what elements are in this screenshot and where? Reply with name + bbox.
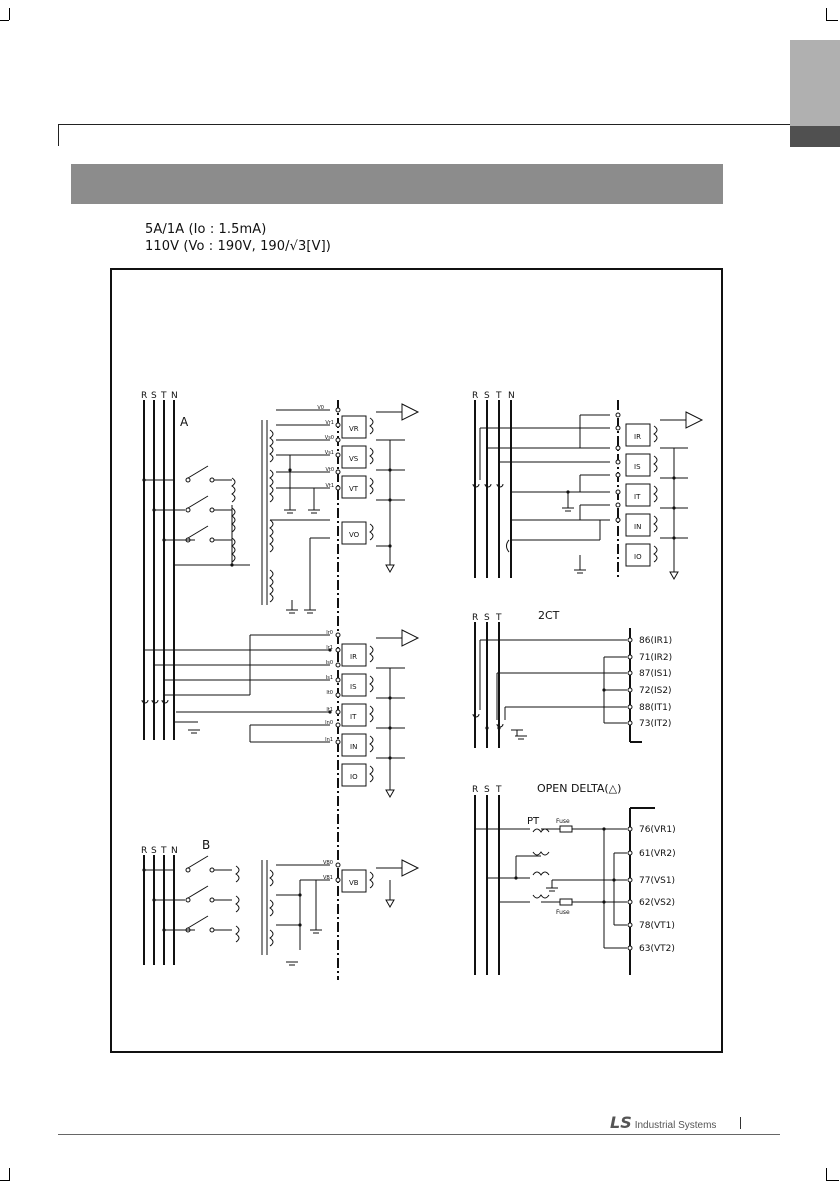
bus-label-s-c: S (484, 391, 490, 401)
vt-terminal-label: Vt1 (325, 483, 334, 489)
bus-label-r-a: R (141, 391, 148, 401)
two-ct-terminal-label: 86(IR1) (639, 636, 673, 646)
ct-terminal-label: Ir1 (326, 645, 333, 651)
ct-coil-label-io: IR (634, 433, 641, 441)
open-delta-terminal-label: 62(VS2) (639, 898, 676, 908)
vt-terminal-label: Vs0 (324, 435, 334, 441)
bus-label-s-a: S (151, 391, 157, 401)
vt-coil-label: VS (349, 455, 359, 463)
ct-coil-label: IN (350, 743, 358, 751)
bus-label-r-b: R (141, 846, 148, 856)
two-ct-terminal-label: 88(IT1) (639, 703, 672, 713)
bus-label-t-e: T (496, 785, 502, 795)
bus-label-r-d: R (472, 613, 479, 623)
two-ct-terminal-label: 73(IT2) (639, 719, 672, 729)
logo-text: Industrial Systems (634, 1120, 717, 1131)
fuse-label: Fuse (556, 909, 570, 916)
ct-terminal-label: In0 (325, 720, 333, 726)
bus-label-s-e: S (484, 785, 490, 795)
company-logo (610, 1113, 716, 1132)
ct-terminal-label: In1 (325, 737, 333, 743)
two-ct-terminal-label: 72(IS2) (639, 686, 672, 696)
ct-terminal-label: It0 (326, 690, 333, 696)
section-b-label: B (202, 838, 211, 852)
bus-label-r-c: R (472, 391, 479, 401)
pt-label: PT (527, 816, 540, 827)
open-delta-terminal-label: 61(VR2) (639, 849, 676, 859)
open-delta-terminal-label: 63(VT2) (639, 944, 675, 954)
bus-label-n-a: N (171, 391, 178, 401)
ct-terminal-label: It1 (326, 707, 333, 713)
ct-terminal-label: Ir0 (326, 630, 333, 636)
ct-coil-label: IT (350, 713, 357, 721)
bus-label-t-c: T (496, 391, 502, 401)
ct-coil-label-io: IS (634, 463, 641, 471)
open-delta-label: OPEN DELTA(△) (537, 782, 622, 795)
ct-coil-label: IS (350, 683, 357, 691)
ct-coil-label-io: IO (634, 553, 642, 561)
bus-label-t-a: T (161, 391, 167, 401)
vt-coil-label: VT (349, 485, 359, 493)
section-a-label: A (180, 415, 189, 429)
bus-label-r-e: R (472, 785, 479, 795)
vt-terminal-label: Vs1 (324, 450, 334, 456)
spec-line-voltage: 110V (Vo : 190V, 190/√3[V]) (145, 239, 331, 254)
spec-line-current: 5A/1A (Io : 1.5mA) (145, 222, 267, 237)
vb-terminal-label: VB1 (322, 875, 333, 881)
bus-label-n-b: N (171, 846, 178, 856)
ct-coil-label: IO (350, 773, 358, 781)
ct-coil-label-io: IT (634, 493, 641, 501)
two-ct-terminal-label: 71(IR2) (639, 653, 673, 663)
logo-mark: LS (610, 1113, 632, 1132)
page-number-divider (740, 1117, 741, 1129)
ct-terminal-label: Is0 (325, 660, 333, 666)
open-delta-terminal-label: 77(VS1) (639, 876, 676, 886)
vt-coil-label: VR (349, 425, 359, 433)
fuse-label: Fuse (556, 818, 570, 825)
ct-coil-label-io: IN (634, 523, 642, 531)
bus-label-t-b: T (161, 846, 167, 856)
vb-coil-label: VB (349, 879, 359, 887)
two-ct-label: 2CT (538, 609, 560, 622)
bus-label-n-c: N (508, 391, 515, 401)
two-ct-terminal-label: 87(IS1) (639, 669, 672, 679)
vt-terminal-label: V0 (317, 405, 324, 411)
footer-rule (58, 1134, 780, 1135)
ct-coil-label: IR (350, 653, 357, 661)
bus-label-s-b: S (151, 846, 157, 856)
vt-terminal-label: Vr1 (325, 420, 334, 426)
bus-label-s-d: S (484, 613, 490, 623)
ct-terminal-label: Is1 (325, 675, 333, 681)
open-delta-terminal-label: 76(VR1) (639, 825, 676, 835)
bus-label-t-d: T (496, 613, 502, 623)
vb-terminal-label: VB0 (322, 860, 333, 866)
open-delta-terminal-label: 78(VT1) (639, 921, 675, 931)
vt-coil-label: VO (349, 531, 360, 539)
vt-terminal-label: Vt0 (325, 467, 334, 473)
